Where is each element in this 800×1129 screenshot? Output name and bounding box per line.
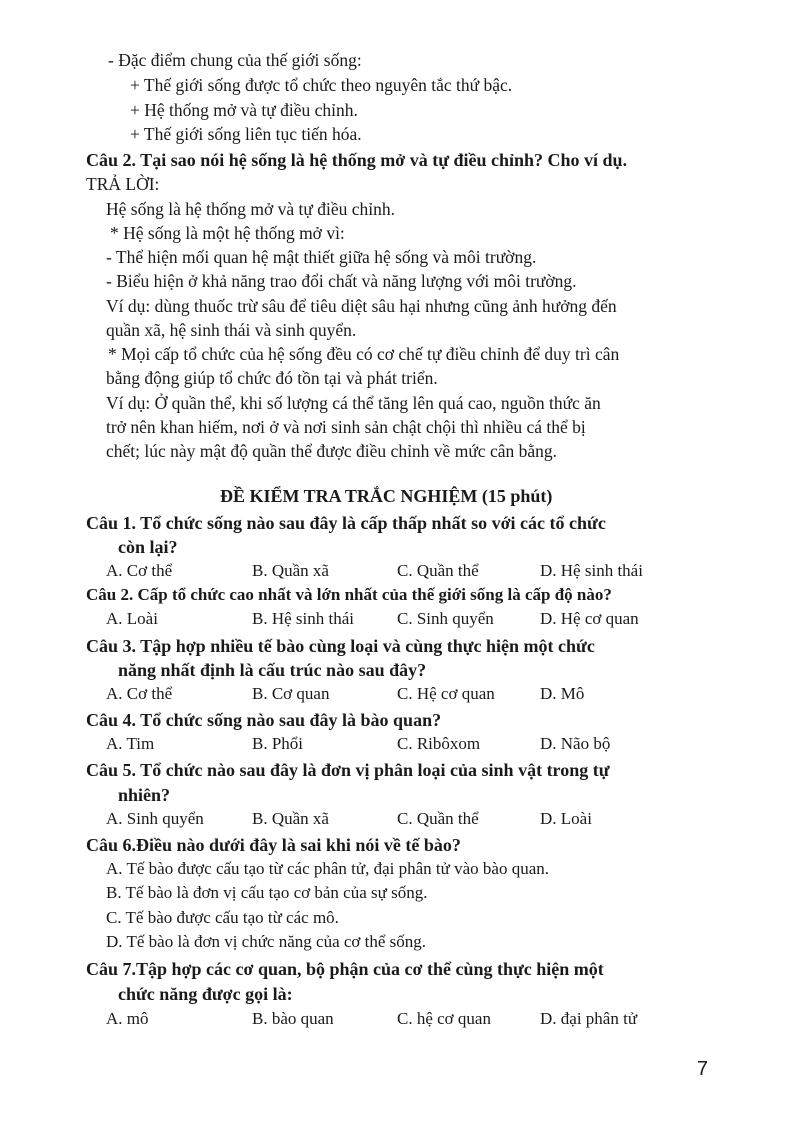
answer-line: Ví dụ: dùng thuốc trừ sâu để tiêu diệt sâu hại nhưng cũng ảnh hưởng đến — [106, 296, 617, 316]
quiz-question: Câu 2. Cấp tổ chức cao nhất và lớn nhất của thế giới sống là cấp độ nào? — [86, 585, 612, 604]
options-row — [0, 1007, 800, 1031]
quiz-question: còn lại? — [118, 537, 178, 557]
option-b: B. Quần xã — [252, 809, 329, 828]
option-d: D. đại phân tử — [540, 1009, 638, 1028]
options-row — [0, 559, 800, 583]
answer-label: TRẢ LỜI: — [86, 174, 160, 194]
options-row — [0, 732, 800, 756]
option-d: D. Não bộ — [540, 734, 611, 753]
answer-line: * Hệ sống là một hệ thống mở vì: — [110, 223, 345, 243]
option-d: D. Tế bào là đơn vị chức năng của cơ thể sống. — [106, 932, 427, 951]
intro-item: + Thế giới sống được tổ chức theo nguyên tắc thứ bậc. — [130, 75, 513, 95]
quiz-question: Câu 4. Tổ chức sống nào sau đây là bào quan? — [86, 710, 442, 730]
option-c: C. hệ cơ quan — [397, 1009, 491, 1028]
option-b: B. Phổi — [252, 734, 304, 753]
option-a: A. Sinh quyển — [106, 809, 204, 828]
quiz-question: chức năng được gọi là: — [118, 984, 293, 1004]
option-a: A. mô — [106, 1009, 149, 1028]
option-a: A. Tim — [106, 734, 155, 753]
option-a: A. Cơ thể — [106, 684, 173, 703]
quiz-question: Câu 1. Tổ chức sống nào sau đây là cấp thấp nhất so với các tổ chức — [86, 513, 606, 533]
answer-line: trở nên khan hiếm, nơi ở và nơi sinh sản chật chội thì nhiều cá thể bị — [106, 417, 586, 437]
option-c: C. Quần thể — [397, 809, 479, 828]
options-row — [0, 682, 800, 706]
option-b: B. Quần xã — [252, 561, 329, 580]
intro-item: + Thế giới sống liên tục tiến hóa. — [130, 124, 362, 144]
answer-line: * Mọi cấp tổ chức của hệ sống đều có cơ chế tự điều chỉnh để duy trì cân — [108, 344, 620, 364]
answer-line: - Biểu hiện ở khả năng trao đổi chất và năng lượng với môi trường. — [106, 271, 577, 291]
intro-item: + Hệ thống mở và tự điều chỉnh. — [130, 100, 358, 120]
option-d: D. Hệ cơ quan — [540, 609, 639, 628]
answer-line: quần xã, hệ sinh thái và sinh quyển. — [106, 320, 357, 340]
quiz-question: Câu 5. Tổ chức nào sau đây là đơn vị phân loại của sinh vật trong tự — [86, 760, 610, 780]
intro-heading: - Đặc điểm chung của thế giới sống: — [108, 50, 362, 70]
option-c: C. Ribôxom — [397, 734, 481, 753]
answer-line: - Thể hiện mối quan hệ mật thiết giữa hệ sống và môi trường. — [106, 247, 537, 267]
options-row — [0, 607, 800, 631]
option-d: D. Hệ sinh thái — [540, 561, 643, 580]
option-c: C. Hệ cơ quan — [397, 684, 495, 703]
option-b: B. Tế bào là đơn vị cấu tạo cơ bản của sự sống. — [106, 883, 428, 902]
page-number: 7 — [696, 1058, 708, 1080]
quiz-question: Câu 7.Tập hợp các cơ quan, bộ phận của cơ thể cùng thực hiện một — [86, 959, 604, 979]
quiz-question: Câu 3. Tập hợp nhiều tế bào cùng loại và cùng thực hiện một chức — [86, 636, 595, 656]
option-c: C. Quần thể — [397, 561, 479, 580]
option-b: B. Hệ sinh thái — [252, 609, 354, 628]
option-a: A. Tế bào được cấu tạo từ các phân tử, đại phân tử vào bào quan. — [106, 859, 549, 878]
question-2-title: Câu 2. Tại sao nói hệ sống là hệ thống mở và tự điều chỉnh? Cho ví dụ. — [86, 150, 628, 170]
option-a: A. Loài — [106, 609, 158, 628]
option-d: D. Mô — [540, 684, 585, 703]
option-c: C. Sinh quyển — [397, 609, 494, 628]
quiz-question: năng nhất định là cấu trúc nào sau đây? — [118, 660, 427, 680]
option-d: D. Loài — [540, 809, 592, 828]
options-row — [0, 807, 800, 831]
quiz-title: ĐỀ KIỂM TRA TRẮC NGHIỆM (15 phút) — [220, 486, 553, 506]
answer-line: Hệ sống là hệ thống mở và tự điều chỉnh. — [106, 199, 395, 219]
quiz-question: Câu 6.Điều nào dưới đây là sai khi nói về tế bào? — [86, 835, 461, 855]
answer-line: bằng động giúp tổ chức đó tồn tại và phát triển. — [106, 368, 438, 388]
quiz-question: nhiên? — [118, 785, 171, 805]
answer-line: Ví dụ: Ở quần thể, khi số lượng cá thể tăng lên quá cao, nguồn thức ăn — [106, 393, 601, 413]
option-c: C. Tế bào được cấu tạo từ các mô. — [106, 908, 339, 927]
option-a: A. Cơ thể — [106, 561, 173, 580]
answer-line: chết; lúc này mật độ quần thể được điều chỉnh về mức cân bằng. — [106, 441, 557, 461]
option-b: B. bào quan — [252, 1009, 334, 1028]
option-b: B. Cơ quan — [252, 684, 330, 703]
